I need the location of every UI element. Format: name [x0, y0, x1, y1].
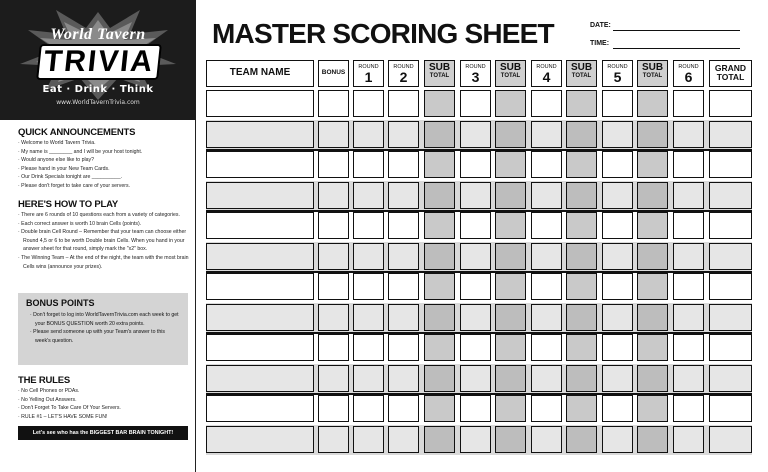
round-3-cell[interactable] — [460, 151, 491, 178]
round-2-cell[interactable] — [388, 182, 419, 209]
subtotal-3-cell[interactable] — [566, 273, 597, 300]
round-4-cell[interactable] — [531, 273, 562, 300]
round-4-cell[interactable] — [531, 121, 562, 148]
subtotal-2-cell[interactable] — [495, 304, 526, 331]
round-5-cell[interactable] — [602, 151, 633, 178]
bonus-cell[interactable] — [318, 212, 349, 239]
bonus-cell[interactable] — [318, 273, 349, 300]
round-4-cell[interactable] — [531, 212, 562, 239]
round-6-cell[interactable] — [673, 212, 704, 239]
table-row — [206, 425, 752, 456]
table-row — [206, 181, 752, 212]
table-row — [206, 120, 752, 151]
round-5-cell[interactable] — [602, 395, 633, 422]
round-4-cell[interactable] — [531, 395, 562, 422]
team-name-cell[interactable] — [206, 273, 314, 300]
round-6-cell[interactable] — [673, 334, 704, 361]
round-6-cell[interactable] — [673, 90, 704, 117]
subtotal-1-cell[interactable] — [424, 426, 455, 453]
round-4-cell[interactable] — [531, 365, 562, 392]
round-3-cell[interactable] — [460, 182, 491, 209]
subtotal-1-cell[interactable] — [424, 395, 455, 422]
round-3-cell[interactable] — [460, 243, 491, 270]
round-2-cell[interactable] — [388, 334, 419, 361]
list-item: · Please hand in your New Team Cards. — [18, 165, 190, 174]
round-2-cell[interactable] — [388, 212, 419, 239]
rules-title: THE RULES — [18, 375, 71, 386]
round-2-cell[interactable] — [388, 273, 419, 300]
list-item: · RULE #1 – LET'S HAVE SOME FUN! — [18, 413, 190, 422]
subtotal-2-cell[interactable] — [495, 426, 526, 453]
footer-banner: Let's see who has the BIGGEST BAR BRAIN TONIGHT! — [18, 426, 188, 440]
round-5-cell[interactable] — [602, 90, 633, 117]
how-to-play-title: HERE'S HOW TO PLAY — [18, 199, 119, 210]
subtotal-1-cell[interactable] — [424, 151, 455, 178]
round-3-cell[interactable] — [460, 121, 491, 148]
subtotal-4-cell[interactable] — [637, 121, 668, 148]
round-6-cell[interactable] — [673, 121, 704, 148]
team-name-cell[interactable] — [206, 243, 314, 270]
round-2-cell[interactable] — [388, 121, 419, 148]
grand-total-cell[interactable] — [709, 243, 752, 270]
round-3-cell[interactable] — [460, 365, 491, 392]
round-6-cell[interactable] — [673, 365, 704, 392]
table-row — [206, 303, 752, 334]
round-5-cell[interactable] — [602, 304, 633, 331]
bonus-cell[interactable] — [318, 395, 349, 422]
subtotal-3-cell[interactable] — [566, 426, 597, 453]
header-round-2: ROUND 2 — [388, 60, 419, 87]
subtotal-2-cell[interactable] — [495, 121, 526, 148]
team-name-cell[interactable] — [206, 182, 314, 209]
round-3-cell[interactable] — [460, 304, 491, 331]
subtotal-2-cell[interactable] — [495, 243, 526, 270]
round-5-cell[interactable] — [602, 182, 633, 209]
subtotal-4-cell[interactable] — [637, 273, 668, 300]
list-item: · Each correct answer is worth 10 brain Cells (points). — [18, 220, 190, 229]
subtotal-3-cell[interactable] — [566, 334, 597, 361]
round-2-cell[interactable] — [388, 304, 419, 331]
round-1-cell[interactable] — [353, 121, 384, 148]
logo-tagline: Eat · Drink · Think — [42, 84, 154, 95]
round-4-cell[interactable] — [531, 90, 562, 117]
header-round-4: ROUND 4 — [531, 60, 562, 87]
subtotal-4-cell[interactable] — [637, 151, 668, 178]
table-row — [206, 333, 752, 364]
subtotal-3-cell[interactable] — [566, 121, 597, 148]
header-bonus: BONUS — [318, 60, 349, 87]
grand-total-cell[interactable] — [709, 304, 752, 331]
grand-total-cell[interactable] — [709, 426, 752, 453]
round-5-cell[interactable] — [602, 365, 633, 392]
subtotal-3-cell[interactable] — [566, 395, 597, 422]
bonus-cell[interactable] — [318, 182, 349, 209]
table-row — [206, 242, 752, 273]
round-1-cell[interactable] — [353, 182, 384, 209]
header-subtotal-3: SUB TOTAL — [566, 60, 597, 87]
list-item: · Please send someone up with your Team's answer to this week's question. — [30, 328, 182, 345]
header-round-5: ROUND 5 — [602, 60, 633, 87]
team-name-cell[interactable] — [206, 334, 314, 361]
round-4-cell[interactable] — [531, 426, 562, 453]
subtotal-1-cell[interactable] — [424, 365, 455, 392]
logo-url: www.WorldTavernTrivia.com — [56, 99, 140, 106]
grand-total-cell[interactable] — [709, 182, 752, 209]
round-6-cell[interactable] — [673, 273, 704, 300]
list-item: · No Cell Phones or PDAs. — [18, 387, 190, 396]
round-1-cell[interactable] — [353, 426, 384, 453]
subtotal-3-cell[interactable] — [566, 304, 597, 331]
subtotal-2-cell[interactable] — [495, 182, 526, 209]
round-3-cell[interactable] — [460, 90, 491, 117]
header-subtotal-2: SUB TOTAL — [495, 60, 526, 87]
team-name-cell[interactable] — [206, 121, 314, 148]
list-item: · Our Drink Specials tonight are __________. — [18, 173, 190, 182]
round-1-cell[interactable] — [353, 395, 384, 422]
list-item: · The Winning Team – At the end of the night, the team with the most brain Cells wins (announce your prizes). — [18, 254, 190, 271]
header-round-6: ROUND 6 — [673, 60, 704, 87]
list-item: · Would anyone else like to play? — [18, 156, 190, 165]
page-title: MASTER SCORING SHEET — [212, 18, 554, 49]
header-subtotal-1: SUB TOTAL — [424, 60, 455, 87]
subtotal-1-cell[interactable] — [424, 182, 455, 209]
table-row — [206, 364, 752, 395]
bonus-cell[interactable] — [318, 243, 349, 270]
subtotal-1-cell[interactable] — [424, 243, 455, 270]
list-item: · No Yelling Out Answers. — [18, 396, 190, 405]
round-5-cell[interactable] — [602, 121, 633, 148]
subtotal-3-cell[interactable] — [566, 182, 597, 209]
bonus-cell[interactable] — [318, 121, 349, 148]
table-row — [206, 394, 752, 425]
round-3-cell[interactable] — [460, 212, 491, 239]
round-6-cell[interactable] — [673, 243, 704, 270]
round-5-cell[interactable] — [602, 273, 633, 300]
date-label: DATE: — [590, 22, 611, 29]
subtotal-3-cell[interactable] — [566, 90, 597, 117]
list-item: · My name is ________ and I will be your host tonight. — [18, 148, 190, 157]
grand-total-cell[interactable] — [709, 212, 752, 239]
subtotal-4-cell[interactable] — [637, 90, 668, 117]
round-1-cell[interactable] — [353, 90, 384, 117]
team-name-cell[interactable] — [206, 304, 314, 331]
subtotal-4-cell[interactable] — [637, 212, 668, 239]
round-6-cell[interactable] — [673, 151, 704, 178]
subtotal-4-cell[interactable] — [637, 395, 668, 422]
subtotal-1-cell[interactable] — [424, 212, 455, 239]
table-row — [206, 89, 752, 120]
round-3-cell[interactable] — [460, 426, 491, 453]
round-6-cell[interactable] — [673, 395, 704, 422]
round-5-cell[interactable] — [602, 426, 633, 453]
bonus-cell[interactable] — [318, 151, 349, 178]
round-1-cell[interactable] — [353, 365, 384, 392]
header-round-1: ROUND 1 — [353, 60, 384, 87]
table-row — [206, 211, 752, 242]
round-1-cell[interactable] — [353, 243, 384, 270]
how-to-play-list — [18, 211, 190, 271]
grand-total-cell[interactable] — [709, 151, 752, 178]
time-label: TIME: — [590, 40, 610, 47]
bonus-cell[interactable] — [318, 426, 349, 453]
list-item: · Double brain Cell Round – Remember that your team can choose either Round 4,5 or 6 to be worth Double brain Cells. When you hand in your answer sheet for that round, simply mark the "x2" box. — [18, 228, 190, 254]
round-2-cell[interactable] — [388, 395, 419, 422]
scoring-table — [206, 60, 752, 452]
subtotal-4-cell[interactable] — [637, 182, 668, 209]
grand-total-cell[interactable] — [709, 273, 752, 300]
bonus-list — [30, 311, 182, 345]
list-item: · Don't Forget To Take Care Of Your Servers. — [18, 404, 190, 413]
list-item: · Welcome to World Tavern Trivia. — [18, 139, 190, 148]
round-2-cell[interactable] — [388, 90, 419, 117]
subtotal-2-cell[interactable] — [495, 334, 526, 361]
round-1-cell[interactable] — [353, 334, 384, 361]
sidebar — [0, 0, 196, 472]
subtotal-2-cell[interactable] — [495, 365, 526, 392]
bonus-cell[interactable] — [318, 365, 349, 392]
subtotal-2-cell[interactable] — [495, 151, 526, 178]
subtotal-4-cell[interactable] — [637, 334, 668, 361]
round-4-cell[interactable] — [531, 182, 562, 209]
subtotal-1-cell[interactable] — [424, 121, 455, 148]
round-3-cell[interactable] — [460, 334, 491, 361]
round-4-cell[interactable] — [531, 304, 562, 331]
subtotal-4-cell[interactable] — [637, 365, 668, 392]
subtotal-3-cell[interactable] — [566, 151, 597, 178]
round-1-cell[interactable] — [353, 273, 384, 300]
bonus-cell[interactable] — [318, 334, 349, 361]
round-1-cell[interactable] — [353, 212, 384, 239]
rules-list — [18, 387, 190, 421]
round-1-cell[interactable] — [353, 304, 384, 331]
round-6-cell[interactable] — [673, 304, 704, 331]
round-3-cell[interactable] — [460, 395, 491, 422]
announcements-title: QUICK ANNOUNCEMENTS — [18, 127, 136, 138]
table-row — [206, 272, 752, 303]
list-item: · There are 6 rounds of 10 questions each from a variety of categories. — [18, 211, 190, 220]
subtotal-2-cell[interactable] — [495, 212, 526, 239]
header-team-name: TEAM NAME — [206, 60, 314, 87]
announcements-list — [18, 139, 190, 191]
subtotal-3-cell[interactable] — [566, 243, 597, 270]
header-grand-total: GRAND TOTAL — [709, 60, 752, 87]
team-name-cell[interactable] — [206, 395, 314, 422]
grand-total-cell[interactable] — [709, 365, 752, 392]
subtotal-2-cell[interactable] — [495, 90, 526, 117]
bonus-cell[interactable] — [318, 304, 349, 331]
subtotal-4-cell[interactable] — [637, 426, 668, 453]
list-item: · Please don't forget to take care of your servers. — [18, 182, 190, 191]
list-item: · Don't forget to log into WorldTavernTrivia.com each week to get your BONUS QUESTION worth 20 extra points. — [30, 311, 182, 328]
subtotal-1-cell[interactable] — [424, 90, 455, 117]
round-4-cell[interactable] — [531, 334, 562, 361]
grand-total-cell[interactable] — [709, 334, 752, 361]
subtotal-4-cell[interactable] — [637, 243, 668, 270]
round-2-cell[interactable] — [388, 243, 419, 270]
round-2-cell[interactable] — [388, 365, 419, 392]
round-1-cell[interactable] — [353, 151, 384, 178]
subtotal-2-cell[interactable] — [495, 395, 526, 422]
header-subtotal-4: SUB TOTAL — [637, 60, 668, 87]
bonus-box — [18, 293, 188, 365]
table-row — [206, 150, 752, 181]
team-name-cell[interactable] — [206, 90, 314, 117]
round-2-cell[interactable] — [388, 151, 419, 178]
subtotal-3-cell[interactable] — [566, 365, 597, 392]
round-5-cell[interactable] — [602, 212, 633, 239]
round-5-cell[interactable] — [602, 243, 633, 270]
subtotal-1-cell[interactable] — [424, 304, 455, 331]
round-4-cell[interactable] — [531, 151, 562, 178]
bonus-cell[interactable] — [318, 90, 349, 117]
bonus-title: BONUS POINTS — [26, 298, 95, 308]
round-6-cell[interactable] — [673, 182, 704, 209]
team-name-cell[interactable] — [206, 426, 314, 453]
logo — [0, 0, 196, 120]
grand-total-cell[interactable] — [709, 395, 752, 422]
header-round-3: ROUND 3 — [460, 60, 491, 87]
round-6-cell[interactable] — [673, 426, 704, 453]
subtotal-1-cell[interactable] — [424, 273, 455, 300]
round-4-cell[interactable] — [531, 243, 562, 270]
team-name-cell[interactable] — [206, 151, 314, 178]
subtotal-2-cell[interactable] — [495, 273, 526, 300]
round-3-cell[interactable] — [460, 273, 491, 300]
time-field[interactable] — [613, 48, 740, 49]
round-5-cell[interactable] — [602, 334, 633, 361]
date-field[interactable] — [613, 30, 740, 31]
subtotal-3-cell[interactable] — [566, 212, 597, 239]
team-name-cell[interactable] — [206, 365, 314, 392]
grand-total-cell[interactable] — [709, 90, 752, 117]
logo-trivia-text: TRIVIA — [36, 44, 162, 80]
round-2-cell[interactable] — [388, 426, 419, 453]
logo-world-text: World Tavern — [50, 26, 146, 43]
subtotal-4-cell[interactable] — [637, 304, 668, 331]
team-name-cell[interactable] — [206, 212, 314, 239]
grand-total-cell[interactable] — [709, 121, 752, 148]
subtotal-1-cell[interactable] — [424, 334, 455, 361]
